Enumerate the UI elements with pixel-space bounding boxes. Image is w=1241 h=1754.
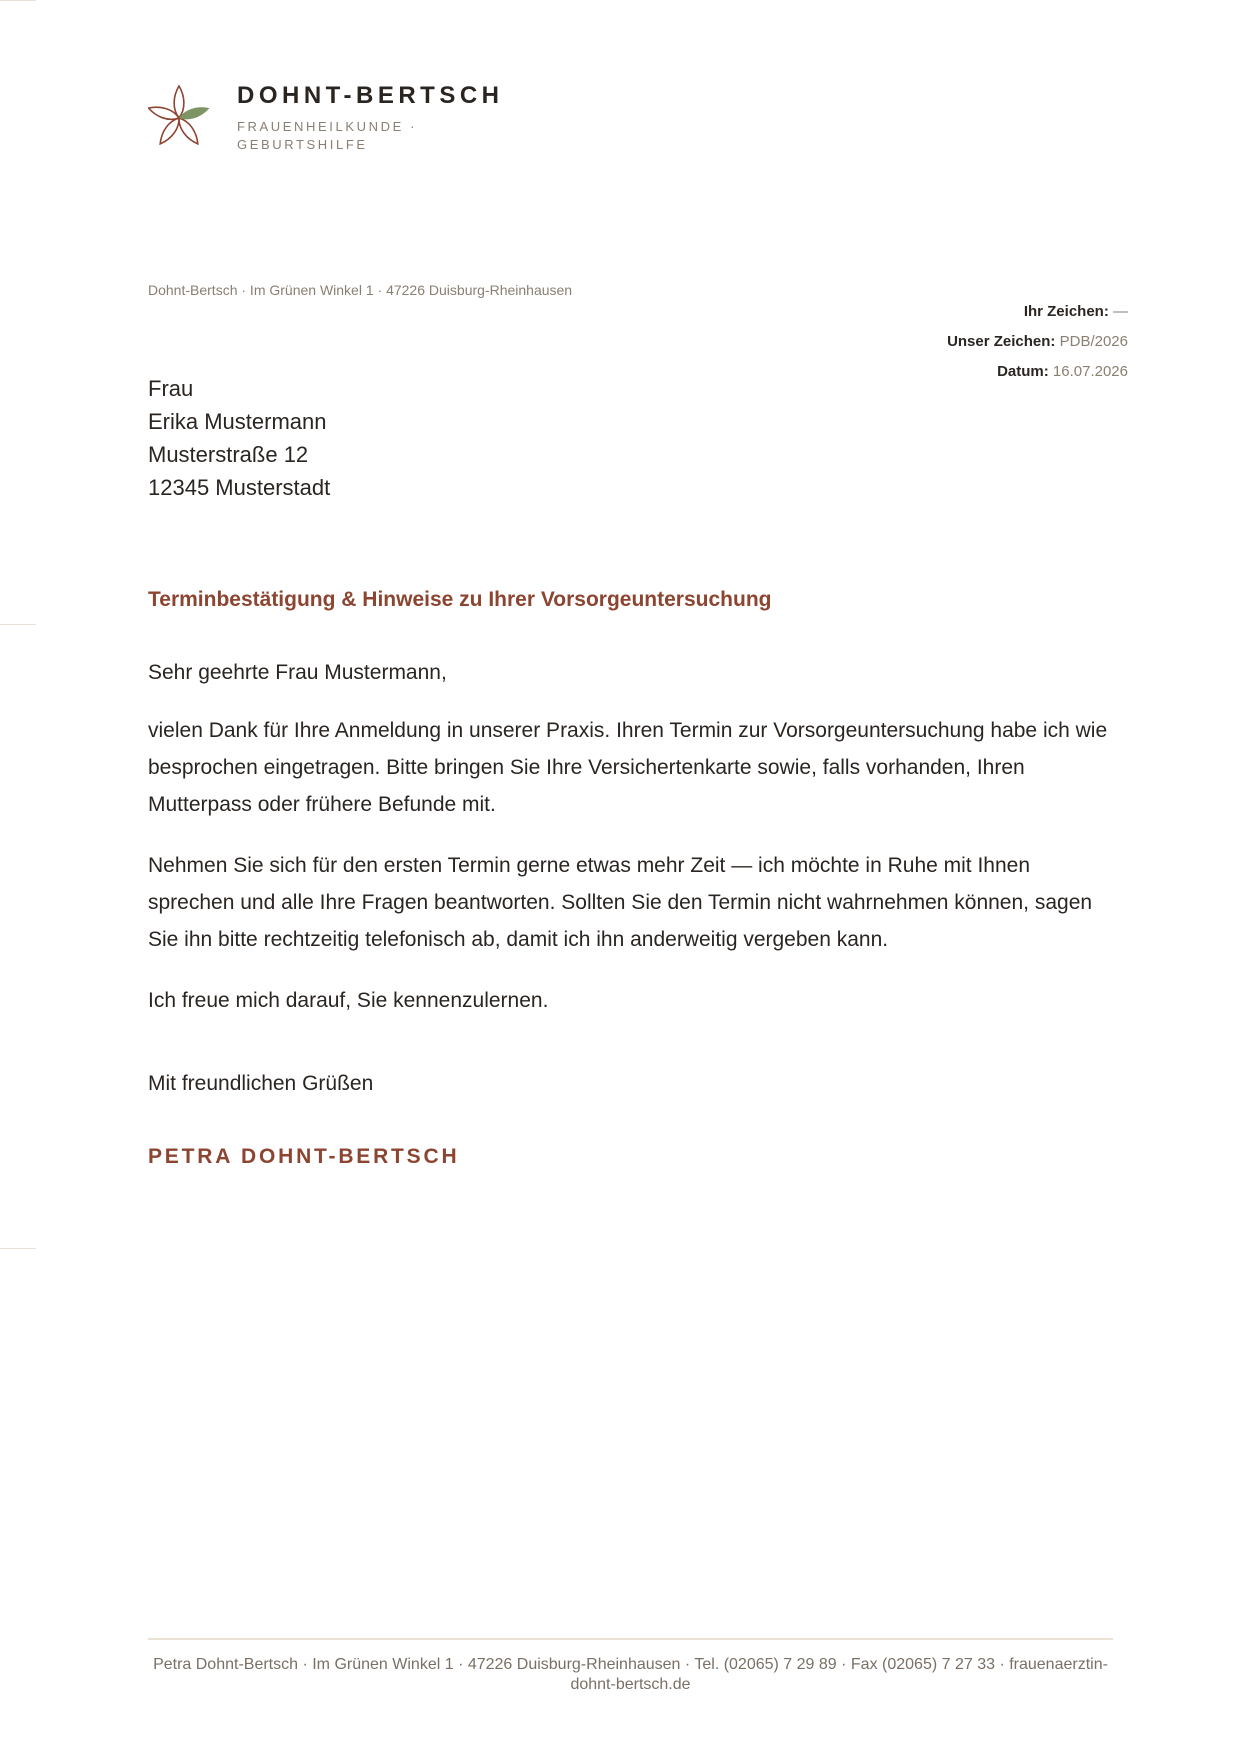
reference-value: PDB/2026 (1059, 333, 1128, 350)
recipient-line: Musterstraße 12 (148, 442, 309, 467)
reference-label: Datum: (997, 363, 1049, 380)
punch-mark (0, 1248, 36, 1249)
recipient-address (148, 372, 330, 504)
reference-block (947, 302, 1128, 392)
return-address: Dohnt-Bertsch · Im Grünen Winkel 1 · 47226 Duisburg-Rheinhausen (148, 282, 573, 298)
footer-divider (148, 1638, 1113, 1640)
footer-contact: Petra Dohnt-Bertsch · Im Grünen Winkel 1 · 47226 Duisburg-Rheinhausen · Tel. (02065) 7 29 89 · Fax (02065) 7 27 33 · frauenaerztin-dohnt-bertsch.de (153, 1656, 1108, 1693)
recipient-line: Frau (148, 376, 194, 401)
reference-row (947, 332, 1128, 362)
brand-block (237, 82, 504, 154)
recipient-line: Erika Mustermann (148, 409, 327, 434)
fold-mark (0, 0, 36, 1)
body-paragraph: vielen Dank für Ihre Anmeldung in unserer Praxis. Ihren Termin zur Vorsorgeuntersuchung habe ich wie besprochen eingetragen. Bitte bringen Sie Ihre Versichertenkarte sowie, falls vorhanden, Ihren Mutterpass oder frühere Befunde mit. (148, 719, 1108, 816)
brand-name: DOHNT-BERTSCH (237, 82, 504, 109)
fold-mark (0, 624, 36, 625)
reference-label: Ihr Zeichen: (1023, 303, 1109, 320)
reference-label: Unser Zeichen: (947, 333, 1056, 350)
reference-row (947, 302, 1128, 332)
brand-subtitle: FRAUENHEILKUNDE · GEBURTSHILFE (237, 119, 417, 152)
letter-body (148, 658, 1108, 1169)
reference-row (947, 362, 1128, 392)
closing: Mit freundlichen Grüßen (148, 1072, 374, 1095)
recipient-line: 12345 Musterstadt (148, 475, 331, 500)
flower-icon (148, 82, 214, 150)
body-paragraph: Ich freue mich darauf, Sie kennenzulernen. (148, 989, 549, 1012)
body-paragraph: Nehmen Sie sich für den ersten Termin gerne etwas mehr Zeit — ich möchte in Ruhe mit Ihnen sprechen und alle Ihre Fragen beantworten. Sollten Sie den Termin nicht wahrnehmen können, sagen Sie ihn bitte rechtzeitig telefonisch ab, damit ich ihn anderweitig vergeben kann. (148, 854, 1093, 951)
reference-value: 16.07.2026 (1052, 363, 1128, 380)
salutation: Sehr geehrte Frau Mustermann, (148, 661, 447, 684)
subject-line: Terminbestätigung & Hinweise zu Ihrer Vorsorgeuntersuchung (148, 588, 772, 611)
reference-value: — (1113, 303, 1128, 320)
signature-name: PETRA DOHNT-BERTSCH (148, 1145, 460, 1168)
